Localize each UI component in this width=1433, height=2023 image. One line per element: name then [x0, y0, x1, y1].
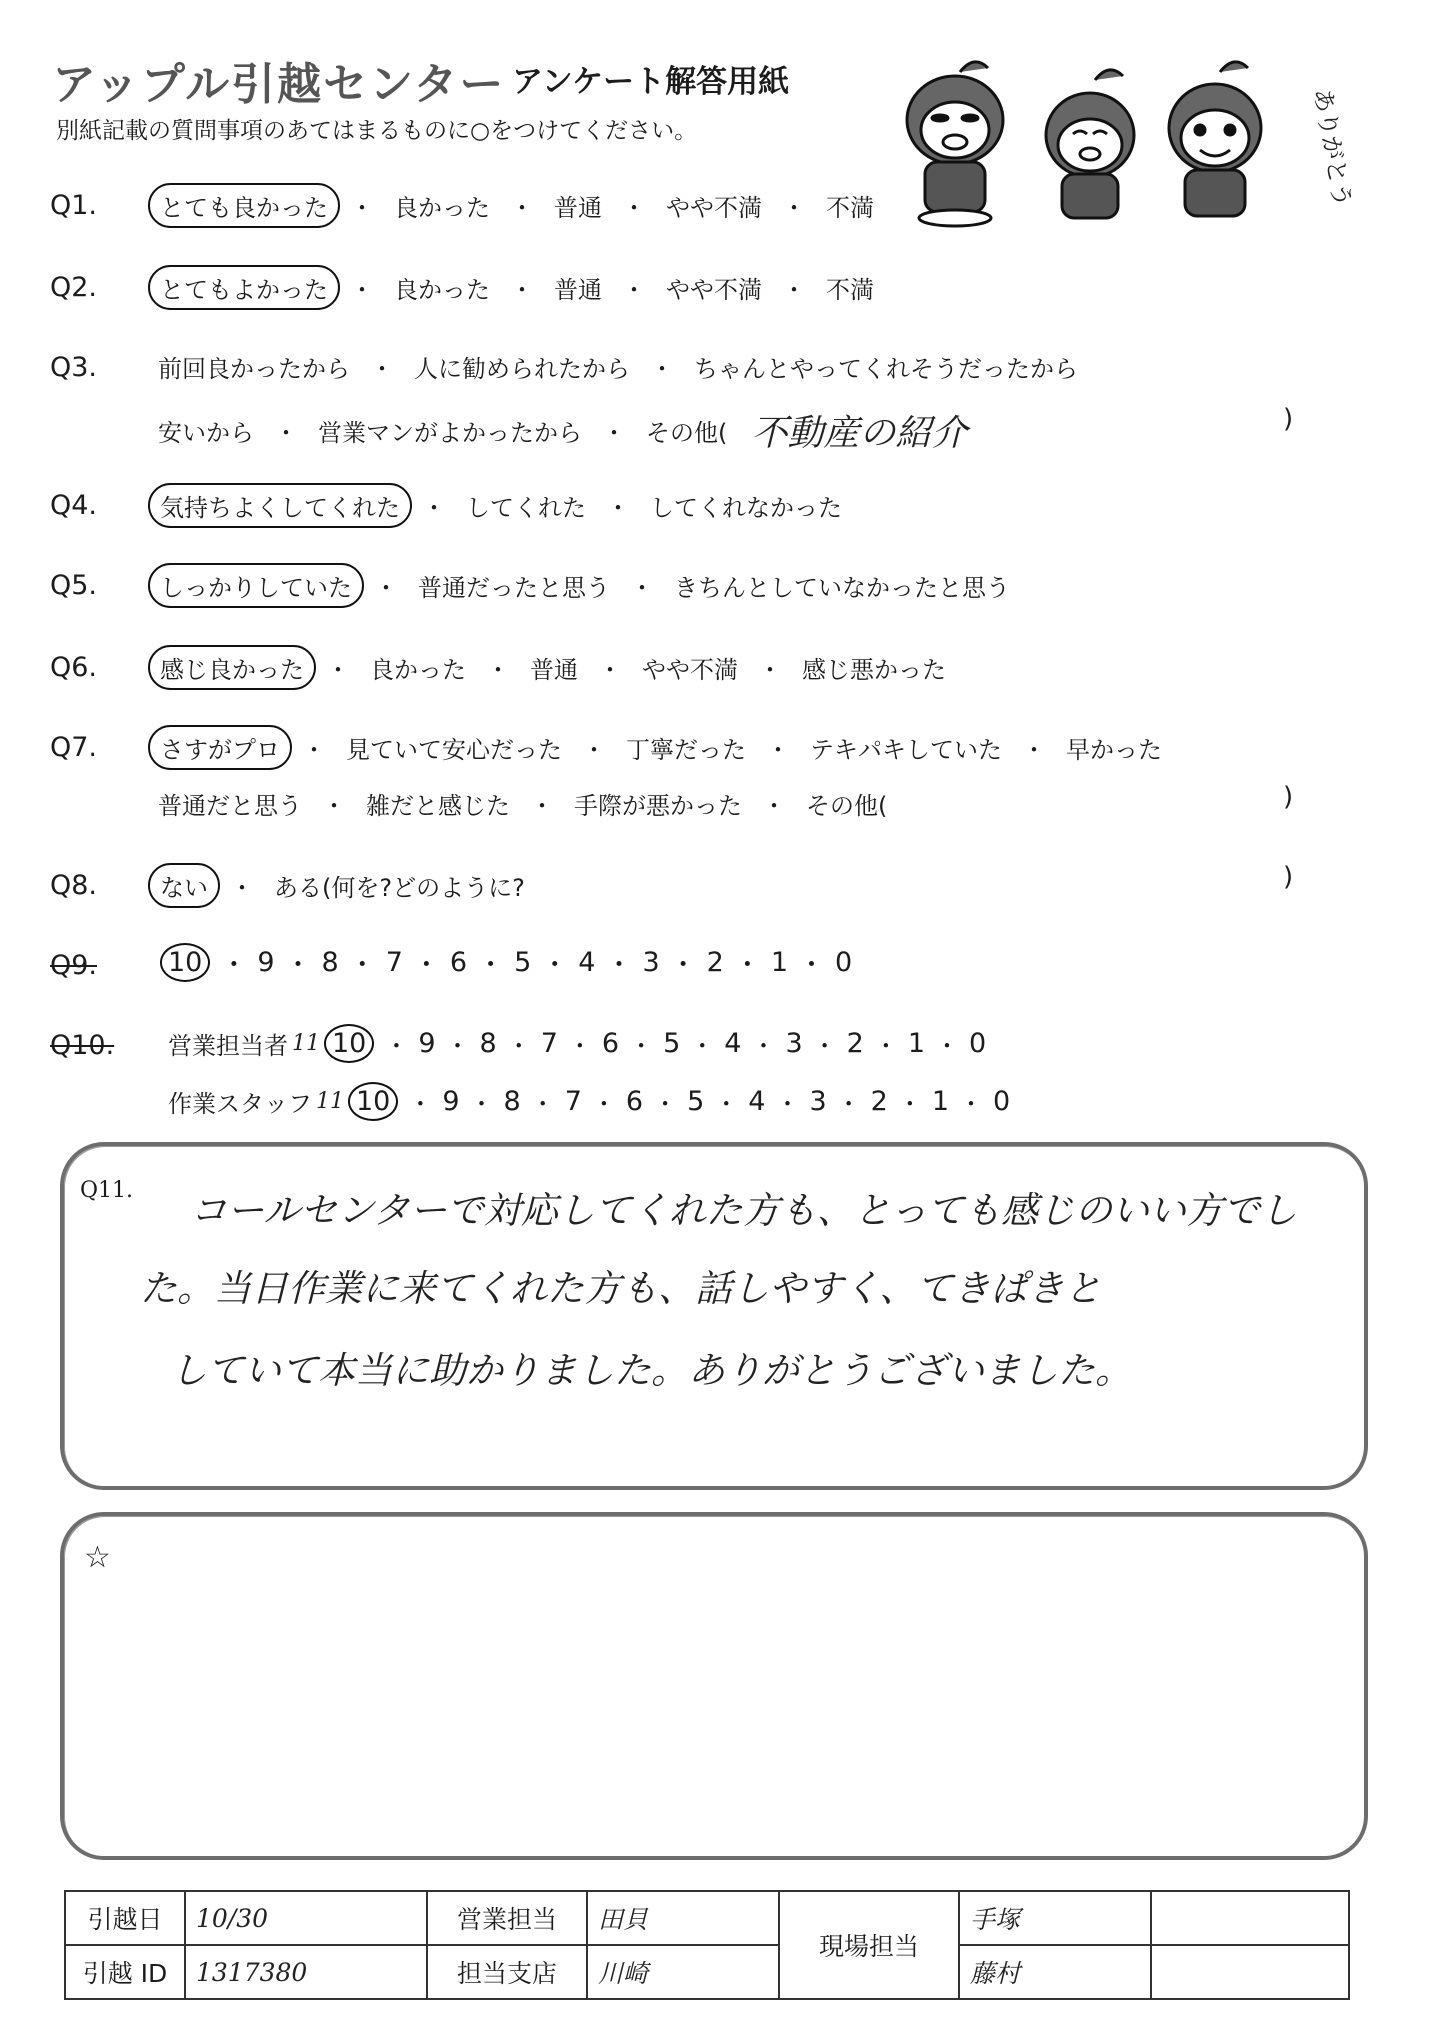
- q6-options: 感じ良かった ・ 良かった ・ 普通 ・ やや不満 ・ 感じ悪かった: [148, 645, 956, 690]
- branch-name: 川崎: [587, 1945, 779, 1999]
- q3-option[interactable]: ちゃんとやってくれそうだったから: [694, 355, 1078, 383]
- q1-option-selected[interactable]: とても良かった: [148, 183, 340, 228]
- q1-option[interactable]: 良かった: [394, 194, 490, 222]
- q8-other-label[interactable]: ある(何を?どのように?: [274, 874, 525, 902]
- q7-row-2: 普通だと思う ・ 雑だと感じた ・ 手際が悪かった ・ その他(: [148, 783, 897, 824]
- mascot-caption: ありがとう: [1308, 86, 1357, 210]
- q4-option[interactable]: してくれた: [466, 494, 586, 522]
- q11-comment-line: していて本当に助かりました。ありがとうございました。: [170, 1349, 1132, 1392]
- q2-option[interactable]: やや不満: [666, 276, 762, 304]
- q3-row-2: 安いから ・ 営業マンがよかったから ・ その他( 不動産の紹介: [148, 405, 967, 456]
- move-date-label: 引越日: [65, 1891, 185, 1945]
- empty-cell: [1151, 1891, 1349, 1945]
- q3-other-label[interactable]: その他(: [646, 419, 728, 447]
- q7-option-selected[interactable]: さすがプロ: [148, 725, 292, 770]
- q7-number: Q7.: [50, 732, 98, 763]
- q10-sales-score[interactable]: 6: [601, 1028, 620, 1059]
- q10-handwritten-mark: 11: [316, 1089, 344, 1114]
- q4-number: Q4.: [50, 490, 98, 521]
- q10-staff-score[interactable]: 2: [870, 1086, 888, 1117]
- move-id-value: 1317380: [185, 1945, 427, 1999]
- empty-cell: [1151, 1945, 1349, 1999]
- q1-option[interactable]: 普通: [554, 194, 602, 222]
- q8-close-paren: ): [1283, 862, 1294, 892]
- q9-score[interactable]: 9: [257, 947, 275, 978]
- q10-sales-score[interactable]: 2: [846, 1028, 864, 1059]
- q4-option[interactable]: してくれなかった: [650, 494, 842, 522]
- q8-number: Q8.: [50, 870, 98, 901]
- q11-number: Q11.: [80, 1178, 134, 1203]
- sales-label: 営業担当: [427, 1891, 587, 1945]
- mascot-illustration: [870, 50, 1357, 230]
- q2-option[interactable]: 不満: [826, 276, 874, 304]
- q9-scale: 10 ・ 9 ・ 8 ・ 7 ・ 6 ・ 5 ・ 4 ・ 3 ・ 2 ・ 1 ・ 0: [160, 943, 852, 982]
- brand-title: アップル引越センター: [52, 59, 506, 110]
- star-icon: ☆: [84, 1540, 111, 1575]
- instruction-text: 別紙記載の質問事項のあてはまるものに○をつけてください。: [56, 118, 698, 144]
- mascot-icon: [907, 62, 1003, 226]
- q5-options: しっかりしていた ・ 普通だったと思う ・ きちんとしていなかったと思う: [148, 563, 1020, 608]
- q10-staff-row: 作業スタッフ 11 10 ・ 9 ・ 8 ・ 7 ・ 6 ・ 5 ・ 4 ・ 3 ・ 2 ・ 1 ・ 0: [168, 1082, 1010, 1121]
- site-name-1: 手塚: [959, 1891, 1151, 1945]
- q5-option[interactable]: 普通だったと思う: [418, 574, 610, 602]
- q1-option[interactable]: 不満: [826, 194, 874, 222]
- q7-row-1: さすがプロ ・ 見ていて安心だった ・ 丁寧だった ・ テキパキしていた ・ 早かった: [148, 725, 1172, 770]
- q7-option[interactable]: 丁寧だった: [626, 736, 746, 764]
- form-title: アンケート解答用紙: [512, 64, 790, 100]
- q3-option[interactable]: 前回良かったから: [158, 355, 350, 383]
- q10-sales-score[interactable]: 0: [969, 1028, 987, 1059]
- q3-close-paren: ): [1283, 404, 1294, 434]
- q10-handwritten-mark: 11: [292, 1031, 320, 1056]
- q4-option-selected[interactable]: 気持ちよくしてくれた: [148, 483, 412, 528]
- q2-options: とてもよかった ・ 良かった ・ 普通 ・ やや不満 ・ 不満: [148, 265, 884, 310]
- q10-sales-score-selected[interactable]: 10: [324, 1024, 374, 1063]
- q9-score[interactable]: 1: [770, 947, 789, 978]
- q7-other-label[interactable]: その他(: [806, 792, 888, 820]
- q7-option[interactable]: 雑だと感じた: [366, 792, 510, 820]
- q7-option[interactable]: 見ていて安心だった: [346, 736, 562, 764]
- q1-option[interactable]: やや不満: [666, 194, 762, 222]
- move-date-value: 10/30: [185, 1891, 427, 1945]
- sales-name: 田貝: [587, 1891, 779, 1945]
- q10-sales-row: 営業担当者 11 10 ・ 9 ・ 8 ・ 7 ・ 6 ・ 5 ・ 4 ・ 3 ・ 2 ・ 1 ・ 0: [168, 1024, 986, 1063]
- q5-number: Q5.: [50, 570, 98, 601]
- move-id-label: 引越 ID: [65, 1945, 185, 1999]
- q2-number: Q2.: [50, 272, 98, 303]
- q10-sales-score[interactable]: 8: [479, 1028, 497, 1059]
- q10-staff-score[interactable]: 3: [809, 1086, 827, 1117]
- q9-score[interactable]: 8: [321, 947, 339, 978]
- q9-score[interactable]: 3: [642, 947, 660, 978]
- site-label: 現場担当: [779, 1891, 959, 1999]
- q4-options: 気持ちよくしてくれた ・ してくれた ・ してくれなかった: [148, 483, 852, 528]
- q6-option-selected[interactable]: 感じ良かった: [148, 645, 316, 690]
- q9-score[interactable]: 0: [835, 947, 853, 978]
- q6-option[interactable]: やや不満: [642, 656, 738, 684]
- q2-option[interactable]: 普通: [554, 276, 602, 304]
- q7-option[interactable]: テキパキしていた: [810, 736, 1002, 764]
- q6-option[interactable]: 普通: [530, 656, 578, 684]
- q1-number: Q1.: [50, 190, 98, 221]
- q7-option[interactable]: 手際が悪かった: [574, 792, 742, 820]
- q9-score[interactable]: 6: [449, 947, 468, 978]
- q9-score[interactable]: 4: [578, 947, 596, 978]
- q10-staff-score[interactable]: 7: [564, 1086, 582, 1117]
- footer-info-table: [64, 1890, 1350, 2000]
- q6-option[interactable]: 良かった: [370, 656, 466, 684]
- q3-row-1: 前回良かったから ・ 人に勧められたから ・ ちゃんとやってくれそうだったから: [148, 346, 1088, 387]
- q10-sales-score[interactable]: 3: [785, 1028, 803, 1059]
- q3-number: Q3.: [50, 352, 98, 383]
- q11-comment-line: コールセンターで対応してくれた方も、とっても感じのいい方でし: [190, 1189, 1298, 1232]
- q6-option[interactable]: 感じ悪かった: [802, 656, 946, 684]
- q10-sales-score[interactable]: 1: [907, 1028, 926, 1059]
- q10-sales-score[interactable]: 9: [418, 1028, 436, 1059]
- q7-option[interactable]: 普通だと思う: [158, 792, 302, 820]
- q9-score[interactable]: 2: [706, 947, 724, 978]
- q10-staff-score[interactable]: 0: [993, 1086, 1011, 1117]
- mascot-icon: [1046, 70, 1134, 218]
- q10-staff-score[interactable]: 8: [503, 1086, 521, 1117]
- q10-number: Q10.: [50, 1030, 115, 1061]
- q5-option-selected[interactable]: しっかりしていた: [148, 563, 364, 608]
- q2-option-selected[interactable]: とてもよかった: [148, 265, 340, 310]
- star-comment-box[interactable]: [60, 1512, 1368, 1860]
- q2-option[interactable]: 良かった: [394, 276, 490, 304]
- q10-staff-score[interactable]: 4: [748, 1086, 766, 1117]
- q10-staff-label: 作業スタッフ: [168, 1090, 312, 1118]
- q6-number: Q6.: [50, 652, 98, 683]
- q9-score[interactable]: 7: [385, 947, 403, 978]
- q10-sales-score[interactable]: 4: [724, 1028, 742, 1059]
- q3-other-handwritten-answer: 不動産の紹介: [751, 413, 968, 454]
- q11-comment-line: た。当日作業に来てくれた方も、話しやすく、てきぱきと: [140, 1267, 1102, 1310]
- q7-close-paren: ): [1283, 782, 1294, 812]
- q10-staff-score[interactable]: 6: [625, 1086, 644, 1117]
- mascot-icon: [1169, 62, 1261, 216]
- site-name-2: 藤村: [959, 1945, 1151, 1999]
- q3-option[interactable]: 人に勧められたから: [414, 355, 630, 383]
- q3-option[interactable]: 安いから: [158, 419, 254, 447]
- q9-score-selected[interactable]: 10: [160, 943, 210, 982]
- q10-sales-label: 営業担当者: [168, 1032, 288, 1060]
- q10-staff-score[interactable]: 9: [442, 1086, 460, 1117]
- q5-option[interactable]: きちんとしていなかったと思う: [674, 574, 1010, 602]
- q10-sales-score[interactable]: 5: [663, 1028, 681, 1059]
- q10-sales-score[interactable]: 7: [540, 1028, 558, 1059]
- q9-number: Q9.: [50, 950, 98, 981]
- q10-staff-score-selected[interactable]: 10: [348, 1082, 398, 1121]
- q1-options: とても良かった ・ 良かった ・ 普通 ・ やや不満 ・ 不満: [148, 183, 884, 228]
- q9-score[interactable]: 5: [514, 947, 532, 978]
- q7-option[interactable]: 早かった: [1066, 736, 1162, 764]
- q8-option-selected[interactable]: ない: [148, 863, 220, 908]
- q10-staff-score[interactable]: 5: [687, 1086, 705, 1117]
- branch-label: 担当支店: [427, 1945, 587, 1999]
- q10-staff-score[interactable]: 1: [931, 1086, 950, 1117]
- q3-option[interactable]: 営業マンがよかったから: [318, 419, 582, 447]
- q8-options: ない ・ ある(何を?どのように?: [148, 863, 535, 908]
